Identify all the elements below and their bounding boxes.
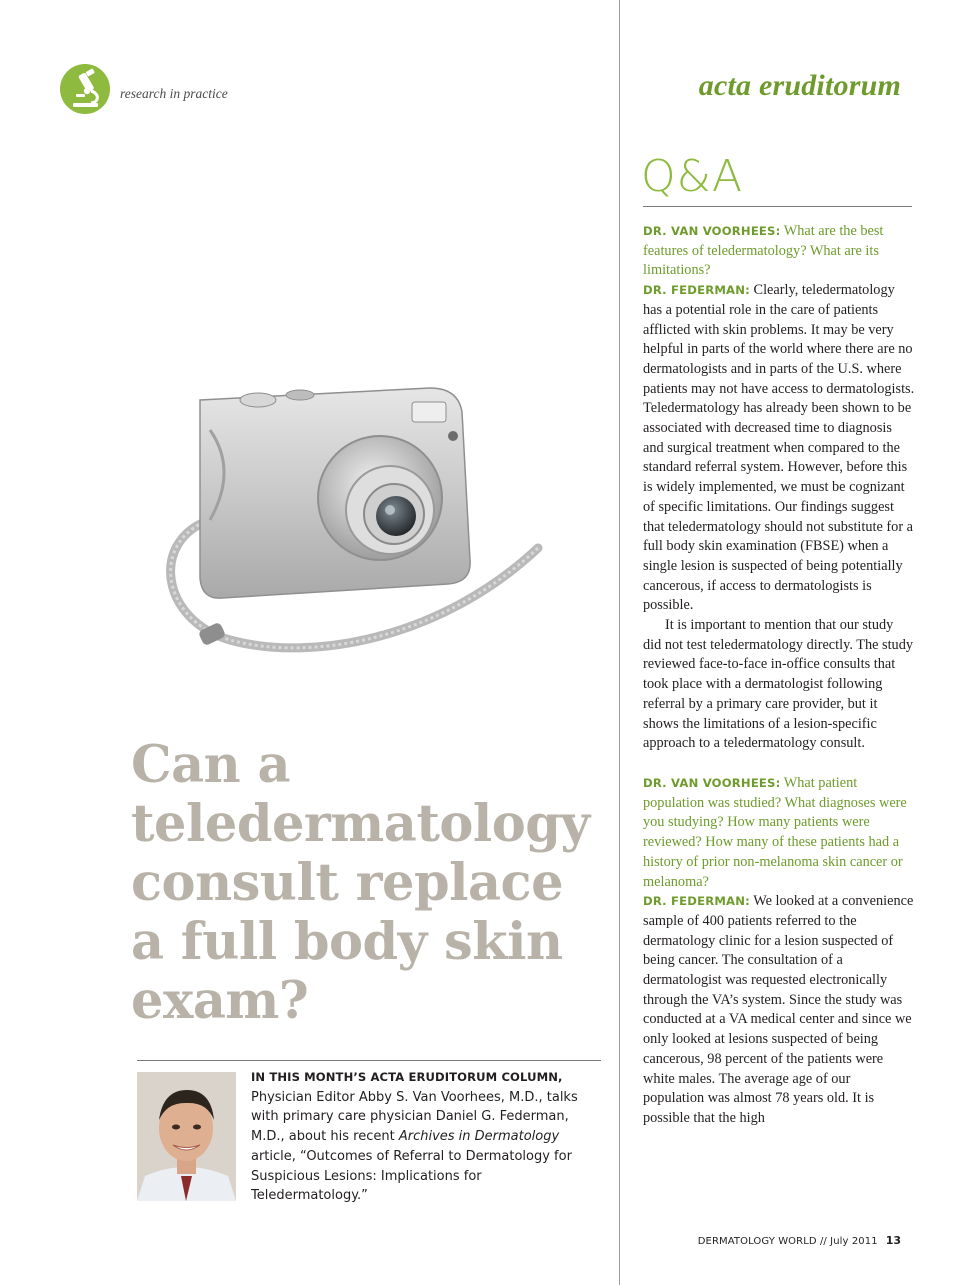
camera-photo <box>140 370 560 680</box>
intro-paragraph <box>251 1068 601 1206</box>
question-text: What are the best features of teledermatology? What are its limitations? <box>643 223 884 279</box>
page-number: 13 <box>885 1234 901 1247</box>
question-2 <box>643 774 915 892</box>
page-footer <box>600 1234 901 1247</box>
answer-1-paragraph-2: It is important to mention that our study did not test teledermatology directly. The study reviewed face-to-face in-office consults that took place with a dermatologist following referral by a primary care provider, but it shows the limitations of a lesion-specific approach to a teledermatology consult. <box>643 617 913 752</box>
column-divider <box>619 0 620 1285</box>
intro-text: Physician Editor Abby S. Van Voorhees, M.D., talks with primary care physician Daniel G. Federman, M.D., about his recent <box>251 1089 578 1145</box>
answer-text: Clearly, teledermatology has a potential role in the care of patients afflicted with skin problems. It may be very helpful in parts of the world where there are no dermatologists and in parts of the U.S. where patients may not have access to dermatologists. Teledermatology has already been shown to be associated with decreased time to diagnosis and surgical treatment when compared to the standard referral system. However, before this is widely implemented, we must be cognizant of specific limitations. Our findings suggest that teledermatology should not substitute for a full body skin examination (FBSE) when a single lesion is suspected of being potentially cancerous, if access to dermatologists is possible. <box>643 282 915 614</box>
headline: Can a teledermatology consult replace a full body skin exam? <box>131 735 590 1031</box>
speaker-label: DR. FEDERMAN: <box>643 283 750 298</box>
journal-name: Archives in Dermatology <box>398 1129 560 1145</box>
answer-2 <box>643 892 915 1128</box>
publication-info: DERMATOLOGY WORLD // July 2011 <box>697 1236 878 1247</box>
intro-divider <box>137 1060 601 1061</box>
answer-1 <box>643 281 915 616</box>
interview-text <box>643 222 915 1129</box>
speaker-label: DR. VAN VOORHEES: <box>643 775 781 790</box>
microscope-icon <box>60 64 110 114</box>
speaker-label: DR. VAN VOORHEES: <box>643 224 781 238</box>
question-text: What patient population was studied? What diagnoses were you studying? How many patients were reviewed? How many of these patients had a history of prior non-melanoma skin cancer or melanoma? <box>643 774 907 890</box>
section-label: research in practice <box>120 86 228 101</box>
column-title: acta eruditorum <box>698 69 901 102</box>
question-1 <box>643 222 915 281</box>
qa-divider <box>643 206 912 207</box>
speaker-label: DR. FEDERMAN: <box>643 894 750 909</box>
answer-text: We looked at a convenience sample of 400 patients referred to the dermatology clinic for a lesion suspected of being cancer. The consultation of a dermatologist was requested electronically through the VA’s system. Since the study was conducted at a VA medical center and since we only looked at lesions suspected of being cancerous, 98 percent of the patients were white males. The average age of our population was almost 78 years old. It is possible that the high <box>643 893 914 1126</box>
intro-text-end: article, “Outcomes of Referral to Dermatology for Suspicious Lesions: Implications for Teledermatology.” <box>251 1148 572 1204</box>
qa-heading: Q&A <box>641 151 744 202</box>
intro-lead: IN THIS MONTH’S ACTA ERUDITORUM COLUMN, <box>251 1070 563 1084</box>
portrait-photo <box>137 1072 236 1201</box>
